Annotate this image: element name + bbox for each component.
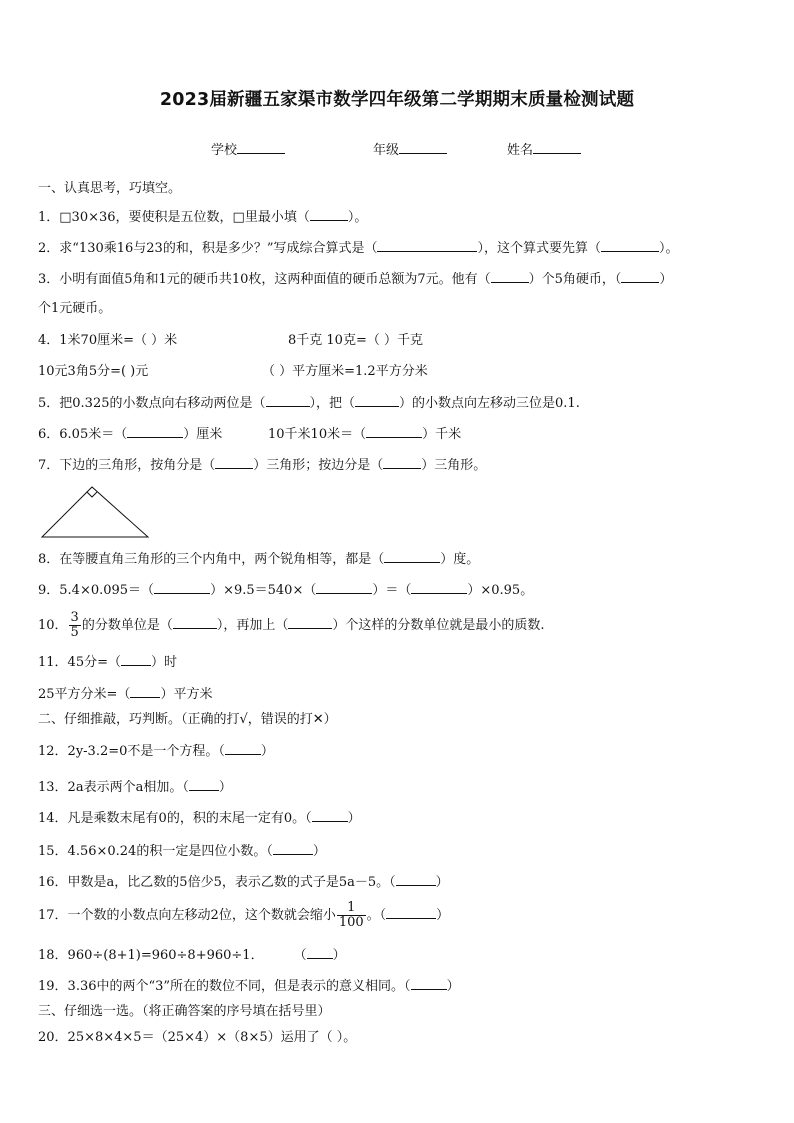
answer-blank[interactable]: [215, 456, 253, 469]
answer-blank[interactable]: [189, 778, 219, 791]
question-3-cont: 个1元硬币。: [38, 301, 112, 316]
answer-blank[interactable]: [225, 742, 261, 755]
question-9: 9．5.4×0.095＝（ ）×9.5＝540×（ ）＝（ ）×0.95。: [38, 583, 534, 598]
question-18: 18．960÷(8+1)=960÷8+960÷1． （ ）: [38, 948, 346, 963]
section-1-heading: 一、认真思考，巧填空。: [38, 181, 182, 196]
question-13: 13．2a表示两个a相加。（ ）: [38, 780, 232, 795]
answer-blank[interactable]: [377, 239, 477, 252]
answer-blank[interactable]: [396, 873, 436, 886]
question-8: 8．在等腰直角三角形的三个内角中，两个锐角相等，都是（ ）度。: [38, 552, 480, 567]
question-4a: 4．1米70厘米=（ ）米: [38, 333, 178, 348]
school-field[interactable]: 学校: [211, 139, 285, 158]
question-1: 1．□30×36，要使积是五位数，□里最小填（ ）。: [38, 210, 368, 225]
question-17: 17．一个数的小数点向左移动2位，这个数就会缩小 $\frac{1}{100}$ 。（ ）: [38, 900, 450, 930]
section-3-heading: 三、仔细选一选。（将正确答案的序号填在括号里）: [38, 1004, 331, 1019]
answer-blank[interactable]: [273, 842, 313, 855]
answer-blank[interactable]: [621, 270, 659, 283]
answer-blank[interactable]: [411, 581, 467, 594]
answer-blank[interactable]: [316, 581, 372, 594]
question-4d: （ ）平方厘米=1.2平方分米: [262, 364, 428, 379]
question-10: 10． $\frac{3}{5}$ 的分数单位是（ ），再加上（ ）个这样的分数单位就是最小的质数.: [38, 610, 545, 640]
question-2: 2．求“130乘16与23的和，积是多少？”写成综合算式是（ ），这个算式要先算（ ）。: [38, 241, 679, 256]
question-11a: 11．45分=（ ）时: [38, 655, 177, 670]
fraction-1-100: $\frac{1}{100}$: [338, 900, 364, 930]
answer-blank[interactable]: [266, 394, 310, 407]
question-20: 20．25×8×4×5＝（25×4）×（8×5）运用了（ ）。: [38, 1030, 357, 1045]
question-6a: 6．6.05米＝（ ）厘米: [38, 427, 223, 442]
answer-blank[interactable]: [384, 550, 440, 563]
grade-field[interactable]: 年级: [373, 139, 447, 158]
answer-blank[interactable]: [383, 456, 421, 469]
answer-blank[interactable]: [355, 394, 399, 407]
question-4b: 8千克 10克=（ ）千克: [288, 333, 423, 348]
answer-blank[interactable]: [601, 239, 659, 252]
question-4c: 10元3角5分=( )元: [38, 364, 149, 379]
question-11b: 25平方分米=（ ）平方米: [38, 687, 213, 702]
question-15: 15．4.56×0.24的积一定是四位小数。（ ）: [38, 844, 326, 859]
fraction-3-5: $\frac{3}{5}$: [70, 610, 79, 640]
answer-blank[interactable]: [366, 425, 422, 438]
question-14: 14．凡是乘数末尾有0的，积的末尾一定有0。（ ）: [38, 811, 361, 826]
answer-blank[interactable]: [288, 616, 332, 629]
answer-blank[interactable]: [154, 581, 210, 594]
answer-blank[interactable]: [310, 208, 348, 221]
question-16: 16．甲数是a，比乙数的5倍少5，表示乙数的式子是5a－5。（ ）: [38, 875, 449, 890]
answer-blank[interactable]: [386, 906, 436, 919]
answer-blank[interactable]: [411, 977, 447, 990]
answer-blank[interactable]: [491, 270, 529, 283]
answer-blank[interactable]: [127, 425, 183, 438]
answer-blank[interactable]: [307, 946, 333, 959]
section-2-heading: 二、仔细推敲，巧判断。（正确的打√，错误的打✕）: [38, 712, 337, 727]
page-title: 2023届新疆五家渠市数学四年级第二学期期末质量检测试题: [159, 90, 635, 110]
question-6b: 10千米10米＝（ ）千米: [268, 427, 462, 442]
answer-blank[interactable]: [121, 653, 151, 666]
answer-blank[interactable]: [312, 809, 348, 822]
question-19: 19．3.36中的两个“3”所在的数位不同，但是表示的意义相同。（ ）: [38, 979, 460, 994]
question-7: 7．下边的三角形，按角分是（ ）三角形；按边分是（ ）三角形。: [38, 458, 487, 473]
question-3: 3．小明有面值5角和1元的硬币共10枚，这两种面值的硬币总额为7元。他有（ ）个5角硬币，（ ）: [38, 272, 673, 287]
question-12: 12．2y-3.2=0不是一个方程。（ ）: [38, 744, 274, 759]
answer-blank[interactable]: [173, 616, 217, 629]
question-5: 5．把0.325的小数点向右移动两位是（ ），把（ ）的小数点向左移动三位是0.1.: [38, 396, 580, 411]
name-field[interactable]: 姓名: [507, 139, 581, 158]
answer-blank[interactable]: [130, 685, 160, 698]
right-triangle-figure: [40, 484, 152, 540]
